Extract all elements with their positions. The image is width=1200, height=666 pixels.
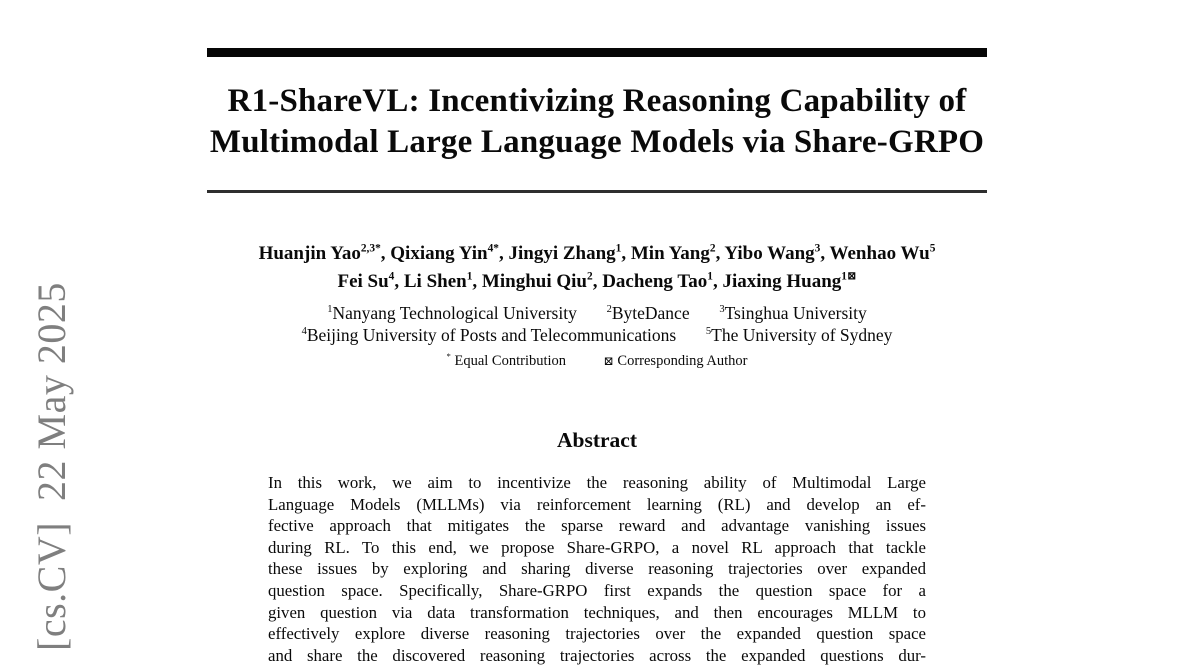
paper-title-line2: Multimodal Large Language Models via Share-GRPO — [209, 124, 985, 160]
author: Li Shen$^1$, — [403, 270, 482, 292]
author-affil-mark: 1 — [615, 242, 622, 255]
paper-title-line1: R1-ShareVL: Incentivizing Reasoning Capability of — [227, 83, 967, 119]
corresponding-author-note: ⊠ Corresponding Author — [603, 353, 748, 369]
author-affil-mark: 1⊠ — [841, 270, 857, 283]
author: Minghui Qiu$^2$, — [481, 270, 603, 292]
author-affil-mark: 2 — [709, 242, 716, 255]
author: Dacheng Tao$^1$, — [602, 270, 723, 292]
author: Qixiang Yin$^{4*}$, — [390, 242, 509, 264]
affiliation: $^2$ByteDance — [606, 303, 690, 323]
author: Yibo Wang$^3$, — [724, 242, 830, 264]
abstract-line: effectively explore diverse reasoning trajectories over the expanded question space — [268, 624, 926, 644]
abstract-line: fective approach that mitigates the sparse reward and advantage vanishing issues — [268, 516, 926, 536]
affiliation-list — [207, 302, 987, 346]
author-affil-mark: 2 — [587, 270, 593, 283]
abstract-line: these issues by exploring and sharing diverse reasoning trajectories over expanded — [268, 559, 926, 579]
affiliation: $^1$Nanyang Technological University — [327, 303, 577, 323]
author: Min Yang$^2$, — [630, 242, 725, 264]
paper-title — [207, 81, 987, 163]
author-affil-mark: 2,3* — [360, 242, 381, 255]
affiliation: $^3$Tsinghua University — [719, 303, 867, 323]
abstract-line: and share the discovered reasoning trajectories across the expanded questions dur- — [268, 645, 926, 665]
affiliation-row-1 — [207, 302, 987, 324]
author-row-2 — [207, 268, 987, 296]
author-affil-mark: 4* — [487, 242, 499, 255]
abstract-line: given question via data transformation techniques, and then encourages MLLM to — [268, 602, 926, 622]
author: Fei Su$^4$, — [337, 270, 404, 292]
envelope-icon: ⊠ — [603, 354, 614, 368]
author: Jiaxing Huang$^{1⊠}$ — [722, 270, 857, 292]
arxiv-stamp: [cs.CV] 22 May 2025 — [29, 282, 74, 651]
affiliation: $^5$The University of Sydney — [705, 325, 893, 345]
top-rule — [207, 48, 987, 57]
author-row-1 — [207, 240, 987, 268]
abstract-line: question space. Specifically, Share-GRPO first expands the question space for a — [268, 580, 926, 600]
affiliation-row-2 — [207, 324, 987, 346]
abstract-heading: Abstract — [556, 428, 637, 452]
abstract-line: In this work, we aim to incentivize the reasoning ability of Multimodal Large — [268, 473, 926, 492]
author-affil-mark: 5 — [929, 242, 936, 255]
contribution-notes — [207, 352, 987, 371]
author: Jingyi Zhang$^1$, — [508, 242, 631, 264]
equal-contribution-note: * Equal Contribution — [446, 351, 567, 369]
author-affil-mark: 1 — [466, 270, 473, 283]
abstract-text — [268, 472, 926, 666]
author: Huanjin Yao$^{2,3*}$, — [258, 242, 391, 264]
author-affil-mark: 3 — [814, 242, 821, 255]
asterisk-mark: * — [446, 351, 451, 362]
author: Wenhao Wu$^5$ — [829, 242, 936, 264]
paper-content — [207, 0, 987, 666]
author-affil-mark: 4 — [388, 270, 395, 283]
title-rule — [207, 190, 987, 193]
author-list — [207, 240, 987, 296]
abstract-line: during RL. To this end, we propose Share-GRPO, a novel RL approach that tackle — [268, 537, 926, 557]
affiliation: $^4$Beijing University of Posts and Telecommunications — [301, 325, 677, 345]
author-affil-mark: 1 — [707, 270, 713, 283]
abstract-line: Language Models (MLLMs) via reinforcement learning (RL) and develop an ef- — [268, 494, 926, 514]
